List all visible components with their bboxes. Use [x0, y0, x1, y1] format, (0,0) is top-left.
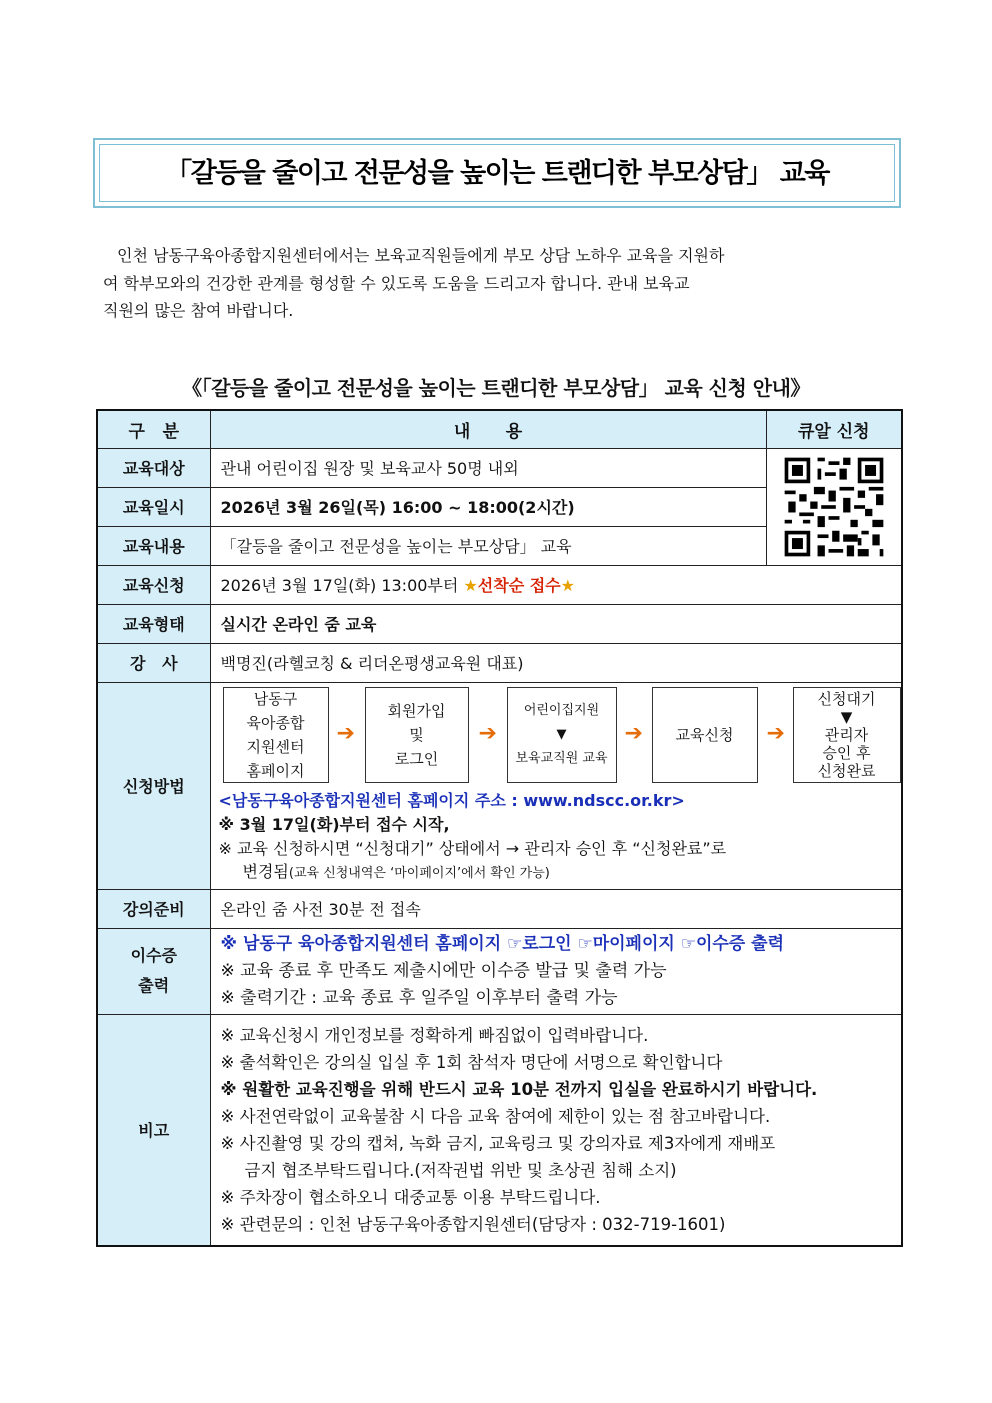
method-note	[219, 861, 902, 889]
remark-line: ※ 교육신청시 개인정보를 정확하게 빠짐없이 입력바랍니다.	[220, 1025, 649, 1045]
cert-line: ※ 교육 종료 후 만족도 제출시에만 이수증 발급 및 출력 가능	[220, 960, 667, 981]
cert-label-line: 출력	[138, 976, 170, 995]
remark-line: ※ 주차장이 협소하오니 대중교통 이용 부탁드립니다.	[220, 1187, 601, 1207]
remark-line: 금지 협조부탁드립니다.(저작권법 위반 및 초상권 침해 소지)	[244, 1160, 677, 1180]
flow-step-menu: 어린이집지원 ▼ 보육교직원 교육	[507, 687, 617, 783]
row-label	[97, 928, 210, 1014]
flow-step-homepage: 남동구 육아종합 지원센터 홈페이지	[223, 687, 329, 783]
page-title: 「갈등을 줄이고 전문성을 높이는 트랜디한 부모상담」 교육	[165, 158, 829, 189]
remarks-cell	[210, 1014, 902, 1246]
cert-label-line: 이수증	[130, 946, 177, 965]
row-value: 백명진(라헬코칭 & 리더온평생교육원 대표)	[210, 643, 902, 682]
flow-step-complete: 신청대기 ▼ 관리자 승인 후 신청완료	[793, 687, 901, 783]
row-label: 신청방법	[97, 682, 210, 889]
qr-code-icon[interactable]	[781, 454, 887, 560]
homepage-url: <남동구육아종합지원센터 홈페이지 주소 : www.ndscc.or.kr>	[218, 790, 685, 810]
row-label: 교육대상	[97, 448, 210, 487]
intro-line: 여 학부모와의 건강한 관계를 형성할 수 있도록 도움을 드리고자 합니다. 관내 보육교	[103, 273, 690, 293]
row-label: 교육일시	[97, 487, 210, 526]
table-row-remarks	[97, 1014, 902, 1246]
method-note-small: (교육 신청내역은 ‘마이페이지’에서 확인 가능)	[288, 865, 550, 881]
header-qr: 큐알 신청	[766, 410, 902, 448]
remark-line: ※ 사진촬영 및 강의 캡쳐, 녹화 금지, 교육링크 및 강의자료 제3자에게 재배포	[220, 1133, 776, 1153]
method-note: ※ 3월 17일(화)부터 접수 시작,	[218, 814, 450, 834]
remark-line: ※ 원활한 교육진행을 위해 반드시 교육 10분 전까지 입실을 완료하시기 바랍니다.	[220, 1079, 818, 1099]
row-label: 비고	[97, 1014, 210, 1246]
row-label: 강의준비	[97, 889, 210, 928]
table-row	[97, 448, 902, 487]
title-box	[93, 138, 901, 208]
cert-cell	[210, 928, 902, 1014]
row-value	[210, 565, 902, 604]
row-label: 교육형태	[97, 604, 210, 643]
method-note: ※ 교육 신청하시면 “신청대기” 상태에서 → 관리자 승인 후 “신청완료”로	[218, 838, 727, 858]
section-subtitle: 《「갈등을 줄이고 전문성을 높이는 트랜디한 부모상담」 교육 신청 안내》	[182, 376, 810, 400]
star-icon: ★	[463, 576, 478, 595]
row-value: 「갈등을 줄이고 전문성을 높이는 부모상담」 교육	[210, 526, 766, 565]
remark-line: ※ 사전연락없이 교육불참 시 다음 교육 참여에 제한이 있는 점 참고바랍니다.	[220, 1106, 771, 1126]
apply-date-text: 2026년 3월 17일(화) 13:00부터	[220, 576, 464, 595]
header-category: 구 분	[97, 410, 210, 448]
star-icon: ★	[560, 576, 575, 595]
method-cell	[210, 682, 902, 889]
intro-paragraph	[103, 242, 893, 325]
row-value: 실시간 온라인 줌 교육	[210, 604, 902, 643]
table-row-cert	[97, 928, 902, 1014]
table-row	[97, 643, 902, 682]
flow-step-login: 회원가입 및 로그인	[365, 687, 469, 783]
table-row	[97, 604, 902, 643]
intro-line: 인천 남동구육아종합지원센터에서는 보육교직원들에게 부모 상담 노하우 교육을 지원하	[117, 246, 725, 265]
arrow-right-icon: ➔	[624, 720, 643, 746]
flow-step-apply: 교육신청	[652, 687, 758, 783]
arrow-right-icon: ➔	[336, 720, 355, 746]
row-label: 교육내용	[97, 526, 210, 565]
intro-line: 직원의 많은 참여 바랍니다.	[103, 301, 294, 320]
row-value: 온라인 줌 사전 30분 전 접속	[210, 889, 902, 928]
table-row-method	[97, 682, 902, 889]
cert-line: ※ 출력기간 : 교육 종료 후 일주일 이후부터 출력 가능	[220, 987, 618, 1008]
arrow-right-icon: ➔	[478, 720, 497, 746]
table-header-row	[97, 410, 902, 448]
info-table	[96, 409, 903, 1247]
cert-line: ※ 남동구 육아종합지원센터 홈페이지 ☞로그인 ☞마이페이지 ☞이수증 출력	[220, 933, 784, 954]
method-note-main: 변경됨	[242, 861, 289, 881]
remark-line: ※ 관련문의 : 인천 남동구육아종합지원센터(담당자 : 032-719-1601)	[220, 1214, 726, 1234]
table-row	[97, 889, 902, 928]
table-row	[97, 565, 902, 604]
qr-cell	[766, 448, 902, 565]
row-value: 2026년 3월 26일(목) 16:00 ~ 18:00(2시간)	[210, 487, 766, 526]
row-label: 강 사	[97, 643, 210, 682]
row-value: 관내 어린이집 원장 및 보육교사 50명 내외	[210, 448, 766, 487]
header-content: 내 용	[210, 410, 766, 448]
arrow-right-icon: ➔	[766, 720, 785, 746]
first-come-label: 선착순 접수	[477, 576, 561, 595]
application-flow	[219, 683, 902, 789]
row-label: 교육신청	[97, 565, 210, 604]
remark-line: ※ 출석확인은 강의실 입실 후 1회 참석자 명단에 서명으로 확인합니다	[220, 1052, 723, 1072]
